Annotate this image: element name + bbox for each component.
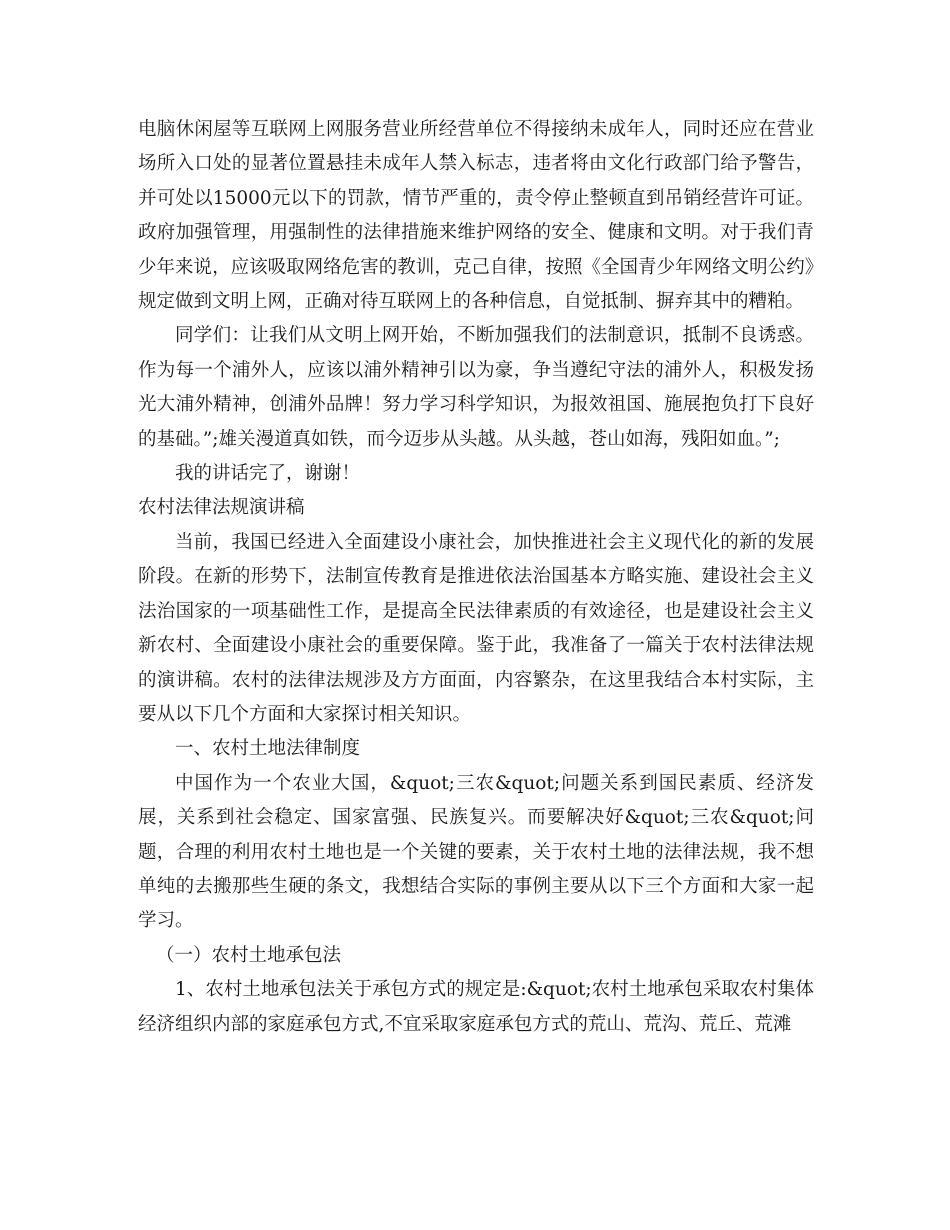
section-heading: 一、农村土地法律制度 xyxy=(175,738,361,760)
document-body xyxy=(138,113,814,1042)
body-paragraph: 同学们：让我们从文明上网开始，不断加强我们的法制意识，抵制不良诱惑。作为每一个浦外人，应该以浦外精神引以为豪，争当遵纪守法的浦外人，积极发扬光大浦外精神，创浦外品牌！努力学习科学知识，为报效祖国、施展抱负打下良好的基础。”;雄关漫道真如铁，而今迈步从头越。从头越，苍山如海，残阳如血。”; xyxy=(138,325,814,450)
body-paragraph: 1、农村土地承包法关于承包方式的规定是:&quot;农村土地承包采取农村集体经济组织内部的家庭承包方式,不宜采取家庭承包方式的荒山、荒沟、荒丘、荒滩 xyxy=(138,979,814,1035)
closing-line: 我的讲话完了，谢谢！ xyxy=(175,463,361,485)
body-paragraph: 当前，我国已经进入全面建设小康社会，加快推进社会主义现代化的新的发展阶段。在新的形势下，法制宣传教育是推进依法治国基本方略实施、建设社会主义法治国家的一项基础性工作，是提高全民法律素质的有效途径，也是建设社会主义新农村、全面建设小康社会的重要保障。鉴于此，我准备了一篇关于农村法律法规的演讲稿。农村的法律法规涉及方方面面，内容繁杂，在这里我结合本村实际，主要从以下几个方面和大家探讨相关知识。 xyxy=(138,531,814,725)
section-title: 农村法律法规演讲稿 xyxy=(138,497,305,519)
subsection-heading: （一）农村土地承包法 xyxy=(156,944,342,966)
body-paragraph: 中国作为一个农业大国，&quot;三农&quot;问题关系到国民素质、经济发展，关系到社会稳定、国家富强、民族复兴。而要解决好&quot;三农&quot;问题，合理的利用农村土地也是一个关键的要素，关于农村土地的法律法规，我不想单纯的去搬那些生硬的条文，我想结合实际的事例主要从以下三个方面和大家一起学习。 xyxy=(138,772,814,932)
body-paragraph: 电脑休闲屋等互联网上网服务营业所经营单位不得接纳未成年人，同时还应在营业场所入口处的显著位置悬挂未成年人禁入标志，违者将由文化行政部门给予警告，并可处以15000元以下的罚款，情节严重的，责令停止整顿直到吊销经营许可证。政府加强管理，用强制性的法律措施来维护网络的安全、健康和文明。对于我们青少年来说，应该吸取网络危害的教训，克己自律，按照《全国青少年网络文明公约》规定做到文明上网，正确对待互联网上的各种信息，自觉抵制、摒弃其中的糟粕。 xyxy=(138,119,814,313)
